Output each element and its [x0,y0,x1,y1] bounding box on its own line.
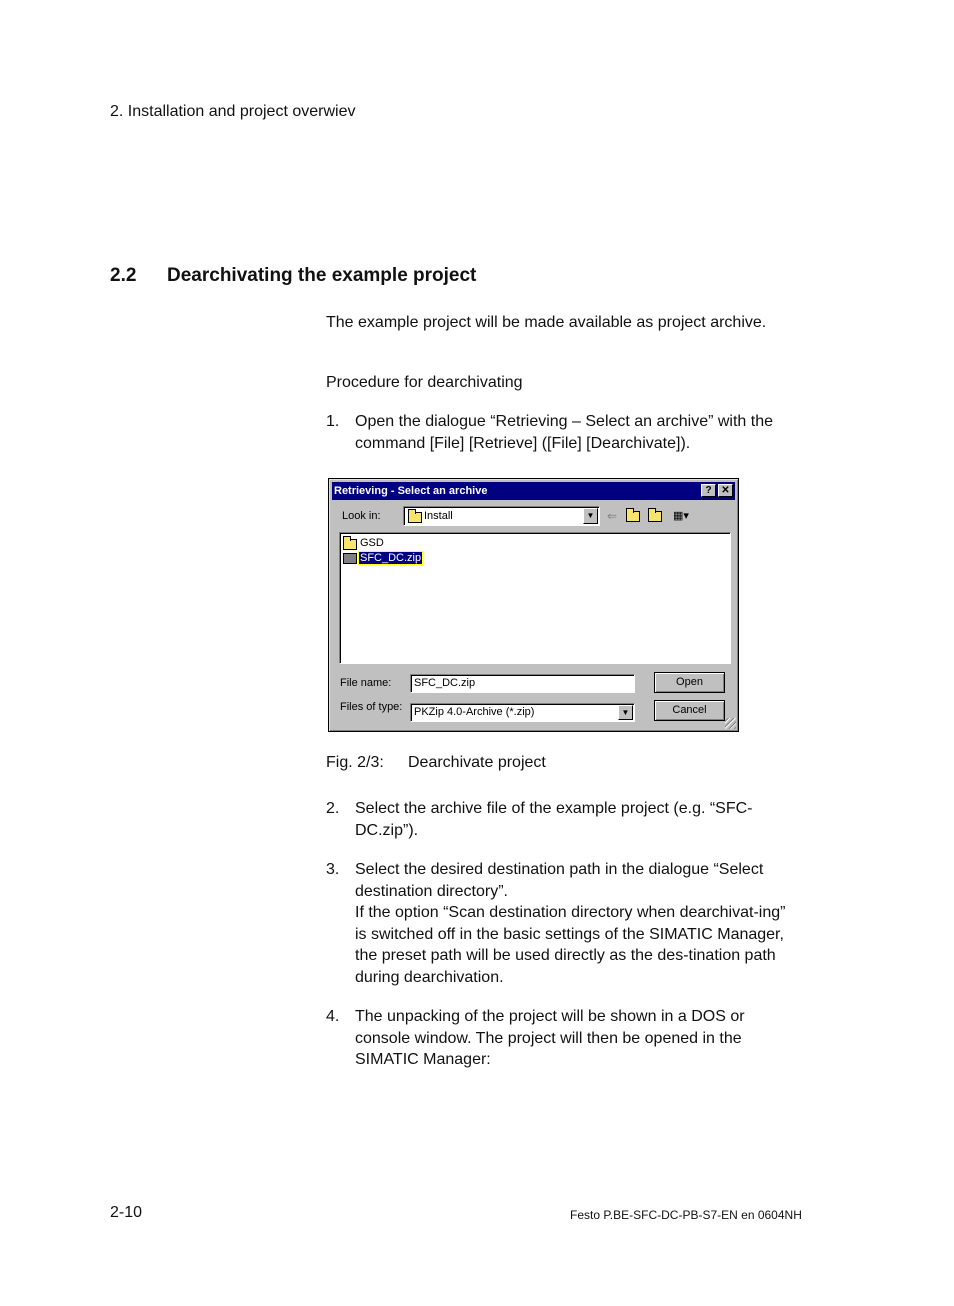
step-4 [326,1006,801,1071]
close-button[interactable]: ✕ [718,484,733,497]
file-name-label: File name: [340,677,392,689]
chevron-down-icon[interactable]: ▼ [583,508,598,524]
step-text: Open the dialogue “Retrieving – Select an archive” with the command [File] [Retrieve] ([File] [Dearchivate]). [355,413,774,452]
help-button[interactable]: ? [701,484,716,497]
step-text: The unpacking of the project will be shown in a DOS or console window. The project will then be opened in the SIMATIC Manager: [355,1008,745,1068]
dialog-titlebar [332,482,735,500]
new-folder-icon[interactable] [646,508,664,524]
cancel-button[interactable]: Cancel [654,700,725,721]
files-of-type-value: PKZip 4.0-Archive (*.zip) [414,706,535,718]
step-text: Select the desired destination path in the dialogue “Select destination directory”. [355,861,764,900]
procedure-title: Procedure for dearchivating [326,374,523,391]
resize-grip[interactable] [725,718,736,729]
up-folder-icon[interactable] [624,508,642,524]
chevron-down-icon[interactable]: ▼ [618,705,633,720]
file-name: SFC_DC.zip [360,552,422,564]
back-icon[interactable]: ⇐ [606,509,618,523]
page-header: 2. Installation and project overwiev [110,103,356,120]
intro-paragraph: The example project will be made available as project archive. [326,314,767,331]
look-in-value: Install [424,510,453,522]
step-number: 3. [326,861,340,878]
view-menu-icon[interactable]: ▦▾ [673,510,689,522]
step-3 [326,859,801,988]
figure-label: Fig. 2/3: [326,754,384,771]
page-number: 2-10 [110,1204,143,1221]
open-button[interactable]: Open [654,672,725,693]
step-text: Select the archive file of the example project (e.g. “SFC-DC.zip”). [355,800,753,839]
step-number: 2. [326,800,340,817]
look-in-label: Look in: [342,510,381,522]
folder-icon [343,539,357,550]
step-number: 4. [326,1008,340,1025]
figure-caption [326,754,546,772]
section-heading [110,265,476,287]
section-title: Dearchivating the example project [167,265,477,286]
files-of-type-select[interactable] [410,703,635,722]
folder-icon [626,511,640,522]
step-note: If the option “Scan destination directory when dearchivat-ing” is switched off in the basic settings of the SIMATIC Manager, the preset path will be used directly as the des-tination path during dearchivation. [355,904,786,986]
look-in-combo[interactable] [403,506,600,526]
dialog-title: Retrieving - Select an archive [334,485,488,497]
file-name-input[interactable]: SFC_DC.zip [410,674,635,693]
zip-archive-icon [343,553,357,564]
figure-caption-text: Dearchivate project [408,754,546,771]
step-number: 1. [326,413,340,430]
file-name: GSD [360,537,384,549]
step-1 [326,411,801,454]
folder-icon [408,512,422,523]
document-id: Festo P.BE-SFC-DC-PB-S7-EN en 0604NH [570,1208,802,1222]
folder-icon [648,511,662,522]
retrieve-archive-dialog [328,478,739,732]
section-number: 2.2 [110,265,137,286]
files-of-type-label: Files of type: [340,701,403,713]
file-list[interactable] [339,532,731,664]
step-2 [326,798,801,841]
